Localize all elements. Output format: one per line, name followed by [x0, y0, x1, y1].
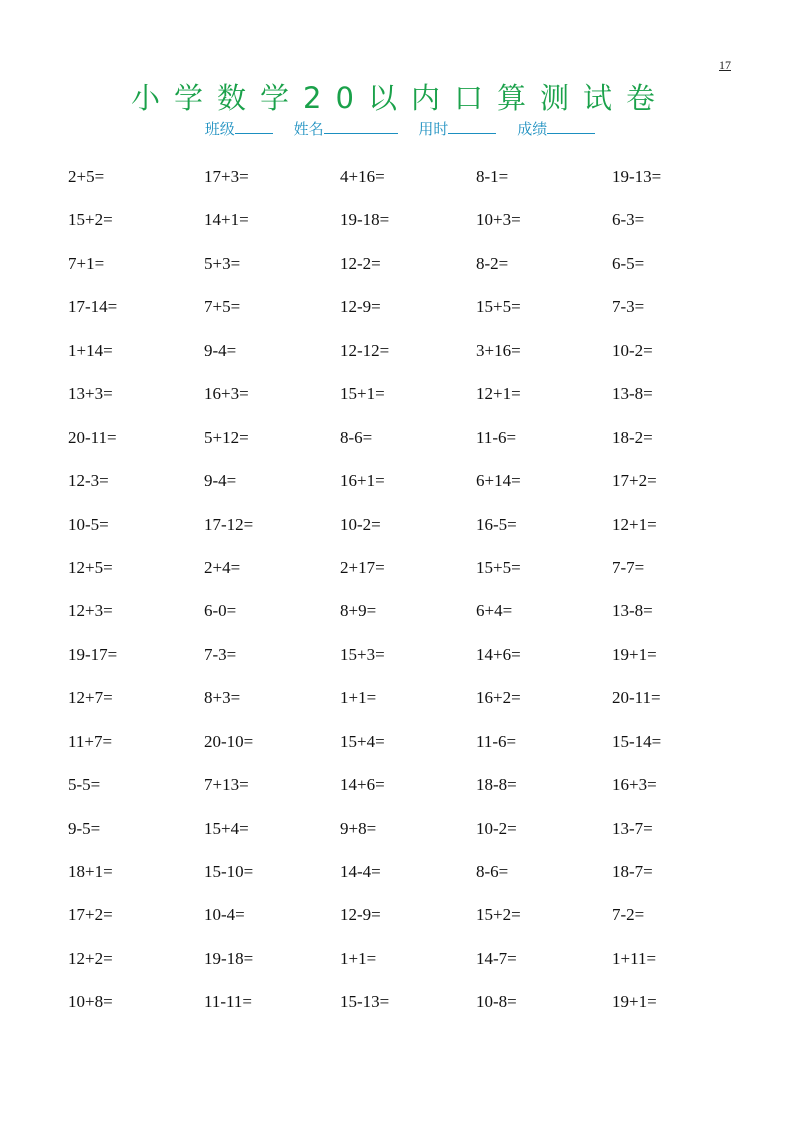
problem-row: [68, 341, 748, 384]
problem-item: 18-8=: [476, 775, 517, 795]
problem-item: 7+1=: [68, 253, 105, 273]
problem-item: 19-17=: [68, 644, 118, 664]
time-field[interactable]: [418, 118, 496, 139]
problem-item: 15+2=: [476, 905, 521, 925]
problem-item: 12-9=: [340, 297, 381, 317]
problem-item: 11-11=: [204, 992, 252, 1012]
class-label: 班级: [204, 120, 235, 138]
problem-item: 13-7=: [612, 818, 653, 838]
problem-item: 18-2=: [612, 427, 653, 447]
problem-item: 7-3=: [204, 644, 237, 664]
problem-item: 6+4=: [476, 601, 513, 621]
problem-item: 9-4=: [204, 340, 237, 360]
page-number: 17: [719, 58, 731, 72]
problem-item: 16-5=: [476, 514, 517, 534]
problem-item: 15+4=: [340, 731, 385, 751]
name-blank[interactable]: [324, 119, 398, 134]
problem-item: 20-11=: [612, 688, 661, 708]
problem-item: 6+14=: [476, 471, 521, 491]
problem-item: 15-14=: [612, 731, 662, 751]
problem-row: [68, 688, 748, 731]
problem-item: 6-0=: [204, 601, 237, 621]
problem-item: 6-3=: [612, 210, 645, 230]
problem-item: 10-5=: [68, 514, 109, 534]
problem-item: 16+3=: [204, 384, 249, 404]
problem-item: 15+5=: [476, 297, 521, 317]
problem-item: 17+3=: [204, 167, 249, 186]
problem-row: [68, 297, 748, 340]
problem-item: 13+3=: [68, 384, 113, 404]
score-field[interactable]: [517, 118, 595, 139]
time-label: 用时: [418, 120, 449, 138]
problem-item: 15-10=: [204, 862, 254, 881]
student-info-line: [0, 118, 800, 139]
problem-item: 19-18=: [204, 948, 254, 968]
problem-item: 16+1=: [340, 471, 385, 491]
problem-item: 10+3=: [476, 210, 521, 230]
problem-item: 12+5=: [68, 557, 113, 577]
problem-item: 10-2=: [340, 514, 381, 534]
problem-item: 3+16=: [476, 340, 521, 360]
worksheet-title: 小学数学20以内口算测试卷: [131, 81, 669, 115]
problem-row: [68, 775, 748, 818]
problem-item: 11-6=: [476, 731, 517, 751]
problem-item: 13-8=: [612, 384, 653, 404]
problem-row: [68, 515, 748, 558]
problem-item: 15+3=: [340, 644, 385, 664]
problem-item: 1+11=: [612, 948, 657, 968]
problem-item: 1+1=: [340, 688, 377, 708]
problem-item: 12-3=: [68, 471, 109, 491]
problem-item: 12+1=: [476, 384, 521, 404]
problem-item: 20-10=: [204, 731, 254, 751]
problem-item: 2+5=: [68, 167, 105, 186]
problem-item: 12-2=: [340, 253, 381, 273]
problem-item: 10+8=: [68, 992, 113, 1012]
name-field[interactable]: [294, 118, 398, 139]
problem-row: [68, 558, 748, 601]
problem-item: 8+9=: [340, 601, 377, 621]
problem-item: 9-5=: [68, 818, 101, 838]
problem-item: 10-2=: [476, 818, 517, 838]
problem-item: 14+6=: [340, 775, 385, 795]
problem-row: [68, 167, 748, 210]
problem-item: 13-8=: [612, 601, 653, 621]
problem-item: 12+7=: [68, 688, 113, 708]
problem-item: 18+1=: [68, 862, 113, 881]
problem-item: 17-14=: [68, 297, 118, 317]
problem-item: 10-4=: [204, 905, 245, 925]
problem-item: 10-8=: [476, 992, 517, 1012]
problem-item: 19+1=: [612, 644, 657, 664]
problem-item: 12+1=: [612, 514, 657, 534]
problem-item: 7+13=: [204, 775, 249, 795]
problem-item: 7+5=: [204, 297, 241, 317]
problem-row: [68, 254, 748, 297]
problem-item: 10-2=: [612, 340, 653, 360]
problem-row: [68, 210, 748, 253]
problem-item: 15+5=: [476, 557, 521, 577]
problem-item: 19-13=: [612, 167, 662, 186]
problem-item: 19+1=: [612, 992, 657, 1012]
problem-item: 7-3=: [612, 297, 645, 317]
problem-item: 1+14=: [68, 340, 113, 360]
problem-row: [68, 384, 748, 427]
problem-item: 16+2=: [476, 688, 521, 708]
problem-item: 9-4=: [204, 471, 237, 491]
problem-item: 14-7=: [476, 948, 517, 968]
problem-item: 8-6=: [476, 862, 509, 881]
name-label: 姓名: [293, 120, 324, 138]
score-blank[interactable]: [547, 119, 595, 134]
problem-row: [68, 601, 748, 644]
problem-item: 5-5=: [68, 775, 101, 795]
problem-row: [68, 819, 748, 862]
problem-row: [68, 428, 748, 471]
problem-item: 12-12=: [340, 340, 390, 360]
problem-item: 14+6=: [476, 644, 521, 664]
problem-item: 1+1=: [340, 948, 377, 968]
problem-item: 8-1=: [476, 167, 509, 186]
score-label: 成绩: [517, 120, 548, 138]
problem-item: 8+3=: [204, 688, 241, 708]
problem-row: [68, 471, 748, 514]
time-blank[interactable]: [448, 119, 496, 134]
problem-item: 12+2=: [68, 948, 113, 968]
problem-item: 20-11=: [68, 427, 117, 447]
problem-item: 2+17=: [340, 557, 385, 577]
problem-item: 14-4=: [340, 862, 381, 881]
problem-item: 11+7=: [68, 731, 113, 751]
problem-item: 15-13=: [340, 992, 390, 1012]
problem-row: [68, 862, 748, 905]
problem-item: 15+4=: [204, 818, 249, 838]
problem-item: 15+2=: [68, 210, 113, 230]
problem-item: 11-6=: [476, 427, 517, 447]
problem-item: 6-5=: [612, 253, 645, 273]
problem-item: 8-6=: [340, 427, 373, 447]
problem-row: [68, 645, 748, 688]
problem-item: 9+8=: [340, 818, 377, 838]
problem-row: [68, 905, 748, 948]
problem-item: 17+2=: [612, 471, 657, 491]
problem-row: [68, 732, 748, 775]
problem-item: 5+3=: [204, 253, 241, 273]
problem-item: 12-9=: [340, 905, 381, 925]
problem-item: 19-18=: [340, 210, 390, 230]
problem-item: 17-12=: [204, 514, 254, 534]
problem-item: 7-2=: [612, 905, 645, 925]
problem-item: 18-7=: [612, 862, 653, 881]
class-field[interactable]: [205, 118, 273, 139]
problem-item: 16+3=: [612, 775, 657, 795]
problem-grid: [68, 167, 748, 1036]
problem-item: 2+4=: [204, 557, 241, 577]
problem-item: 7-7=: [612, 557, 645, 577]
problem-item: 15+1=: [340, 384, 385, 404]
class-blank[interactable]: [235, 119, 273, 134]
problem-row: [68, 992, 748, 1035]
problem-item: 14+1=: [204, 210, 249, 230]
problem-item: 8-2=: [476, 253, 509, 273]
problem-item: 17+2=: [68, 905, 113, 925]
problem-item: 5+12=: [204, 427, 249, 447]
problem-row: [68, 949, 748, 992]
problem-item: 4+16=: [340, 167, 385, 186]
problem-item: 12+3=: [68, 601, 113, 621]
